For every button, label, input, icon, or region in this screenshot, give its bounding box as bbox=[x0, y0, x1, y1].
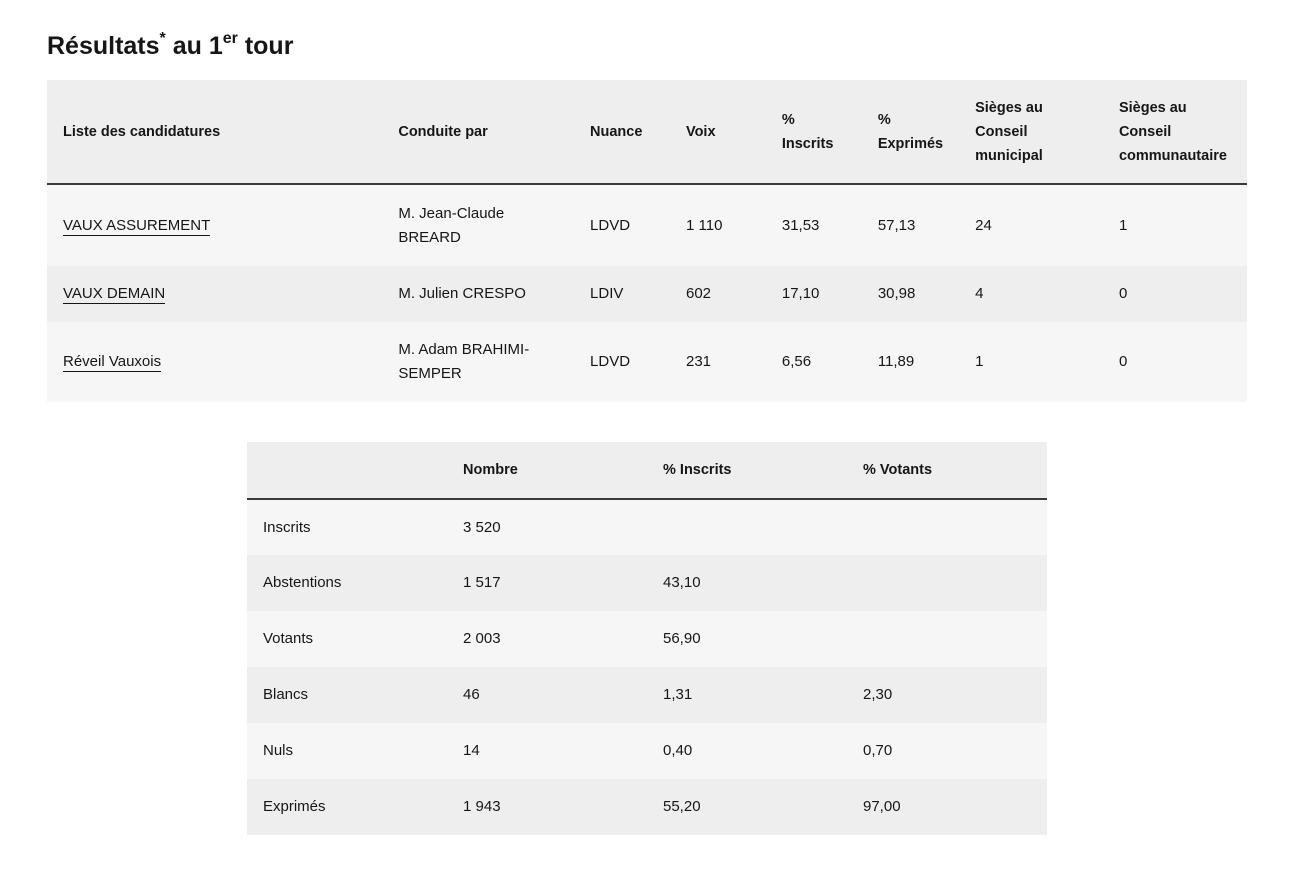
participation-table bbox=[247, 442, 1047, 835]
header-pct-exprimes: % Exprimés bbox=[877, 111, 944, 152]
cell-conduite: M. Julien CRESPO bbox=[398, 285, 526, 302]
cell-pct-votants: 0,70 bbox=[863, 742, 893, 759]
cell-sieges-communautaire: 0 bbox=[1118, 285, 1128, 302]
cell-conduite: M. Adam BRAHIMI-SEMPER bbox=[398, 341, 530, 382]
cell-pct-inscrits: 43,10 bbox=[663, 574, 701, 591]
cell-pct-votants bbox=[847, 555, 1047, 611]
header-label bbox=[247, 442, 447, 499]
header-liste: Liste des candidatures bbox=[63, 123, 221, 140]
cell-pct-exprimes: 30,98 bbox=[877, 285, 916, 302]
table-row bbox=[247, 779, 1047, 835]
cell-label: Inscrits bbox=[263, 518, 311, 536]
header-voix: Voix bbox=[685, 123, 716, 140]
table-row bbox=[247, 611, 1047, 667]
table-row bbox=[47, 184, 1247, 266]
cell-voix: 602 bbox=[685, 285, 712, 302]
cell-label: Blancs bbox=[263, 686, 309, 703]
header-nombre: Nombre bbox=[463, 462, 518, 478]
cell-pct-votants bbox=[847, 611, 1047, 667]
cell-nuance: LDIV bbox=[590, 285, 624, 302]
page-title bbox=[47, 28, 293, 64]
header-sieges-municipal: Sièges au Conseil municipal bbox=[975, 99, 1043, 164]
title-text: Résultats bbox=[47, 32, 160, 60]
cell-pct-inscrits bbox=[647, 499, 847, 555]
cell-voix: 1 110 bbox=[685, 216, 723, 234]
cell-nombre: 1 517 bbox=[463, 574, 501, 591]
cell-nombre: 3 520 bbox=[463, 518, 501, 536]
cell-nuance: LDVD bbox=[590, 216, 631, 234]
cell-nombre: 46 bbox=[463, 686, 480, 703]
list-link[interactable]: VAUX DEMAIN bbox=[63, 285, 166, 302]
cell-nuance: LDVD bbox=[590, 353, 631, 370]
cell-sieges-communautaire: 0 bbox=[1118, 353, 1128, 370]
cell-label: Exprimés bbox=[263, 798, 326, 815]
cell-pct-votants: 2,30 bbox=[863, 686, 893, 703]
cell-nombre: 2 003 bbox=[463, 630, 501, 647]
header-sieges-communautaire: Sièges au Conseil communautaire bbox=[1118, 99, 1227, 164]
cell-pct-votants bbox=[847, 499, 1047, 555]
cell-nombre: 1 943 bbox=[463, 798, 501, 815]
header-nuance: Nuance bbox=[590, 123, 643, 140]
table-row bbox=[247, 555, 1047, 611]
cell-pct-inscrits: 17,10 bbox=[781, 285, 820, 302]
cell-liste bbox=[47, 184, 382, 266]
cell-liste bbox=[47, 322, 382, 402]
table-row bbox=[247, 723, 1047, 779]
cell-sieges-communautaire: 1 bbox=[1118, 216, 1128, 234]
cell-pct-inscrits: 31,53 bbox=[781, 216, 820, 234]
cell-sieges-municipal: 24 bbox=[975, 216, 992, 234]
header-pct-inscrits: % Inscrits bbox=[781, 111, 834, 152]
cell-pct-exprimes: 11,89 bbox=[877, 353, 915, 370]
cell-pct-inscrits: 1,31 bbox=[663, 686, 693, 703]
title-end: tour bbox=[237, 32, 294, 60]
cell-label: Nuls bbox=[263, 742, 294, 759]
cell-label: Votants bbox=[263, 630, 314, 647]
table-row bbox=[247, 667, 1047, 723]
cell-pct-inscrits: 55,20 bbox=[663, 798, 701, 815]
cell-voix: 231 bbox=[685, 353, 712, 370]
participation-header-row bbox=[247, 442, 1047, 499]
title-ordinal: er bbox=[222, 29, 238, 47]
table-row bbox=[47, 266, 1247, 322]
title-footnote-star: * bbox=[159, 29, 166, 47]
cell-pct-exprimes: 57,13 bbox=[877, 216, 916, 234]
cell-nombre: 14 bbox=[463, 742, 480, 759]
table-row bbox=[247, 499, 1047, 555]
cell-label: Abstentions bbox=[263, 574, 342, 591]
cell-pct-inscrits: 56,90 bbox=[663, 630, 701, 647]
header-pct-votants: % Votants bbox=[863, 462, 933, 478]
cell-conduite: M. Jean-Claude BREARD bbox=[398, 204, 505, 246]
cell-pct-inscrits: 6,56 bbox=[781, 353, 812, 370]
results-table bbox=[47, 80, 1247, 402]
header-pct-inscrits: % Inscrits bbox=[663, 462, 732, 478]
cell-pct-votants: 97,00 bbox=[863, 798, 901, 815]
list-link[interactable]: Réveil Vauxois bbox=[63, 353, 162, 370]
results-header-row bbox=[47, 80, 1247, 184]
table-row bbox=[47, 322, 1247, 402]
header-conduite: Conduite par bbox=[398, 123, 488, 140]
cell-pct-inscrits: 0,40 bbox=[663, 742, 693, 759]
list-link[interactable]: VAUX ASSUREMENT bbox=[63, 216, 211, 234]
title-middle: au 1 bbox=[165, 32, 223, 60]
cell-sieges-municipal: 1 bbox=[975, 353, 984, 370]
cell-sieges-municipal: 4 bbox=[975, 285, 984, 302]
cell-liste bbox=[47, 266, 382, 322]
